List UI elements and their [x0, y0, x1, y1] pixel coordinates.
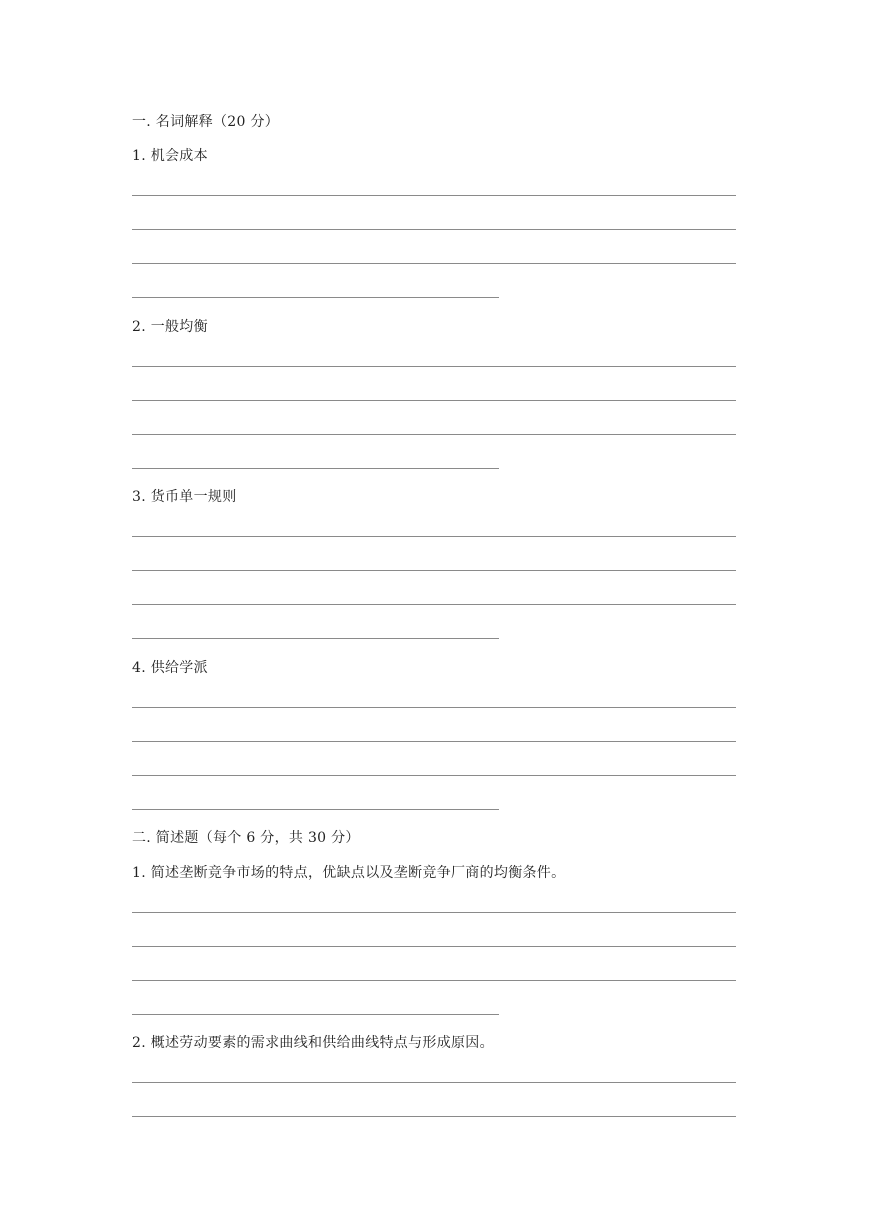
answer-line[interactable]	[132, 912, 736, 913]
section-1-heading: 一. 名词解释（20 分）	[132, 114, 280, 130]
answer-line[interactable]	[132, 366, 736, 367]
answer-line[interactable]	[132, 263, 736, 264]
answer-line[interactable]	[132, 741, 736, 742]
question-2-2: 2. 概述劳动要素的需求曲线和供给曲线特点与形成原因。	[132, 1035, 494, 1051]
answer-line[interactable]	[132, 229, 736, 230]
question-2-1: 1. 简述垄断竞争市场的特点，优缺点以及垄断竞争厂商的均衡条件。	[132, 865, 566, 881]
answer-line[interactable]	[132, 536, 736, 537]
answer-line[interactable]	[132, 570, 736, 571]
answer-line[interactable]	[132, 1014, 499, 1015]
answer-line[interactable]	[132, 707, 736, 708]
answer-line[interactable]	[132, 980, 736, 981]
answer-line[interactable]	[132, 1116, 736, 1117]
answer-line[interactable]	[132, 638, 499, 639]
question-1-3: 3. 货币单一规则	[132, 489, 237, 505]
answer-line[interactable]	[132, 195, 736, 196]
question-1-2: 2. 一般均衡	[132, 319, 208, 335]
answer-line[interactable]	[132, 809, 499, 810]
section-2-heading: 二. 简述题（每个 6 分，共 30 分）	[132, 830, 360, 846]
question-1-1: 1. 机会成本	[132, 148, 208, 164]
question-1-4: 4. 供给学派	[132, 660, 208, 676]
answer-line[interactable]	[132, 946, 736, 947]
answer-line[interactable]	[132, 604, 736, 605]
answer-line[interactable]	[132, 1082, 736, 1083]
answer-line[interactable]	[132, 297, 499, 298]
answer-line[interactable]	[132, 434, 736, 435]
answer-line[interactable]	[132, 775, 736, 776]
answer-line[interactable]	[132, 400, 736, 401]
answer-line[interactable]	[132, 468, 499, 469]
